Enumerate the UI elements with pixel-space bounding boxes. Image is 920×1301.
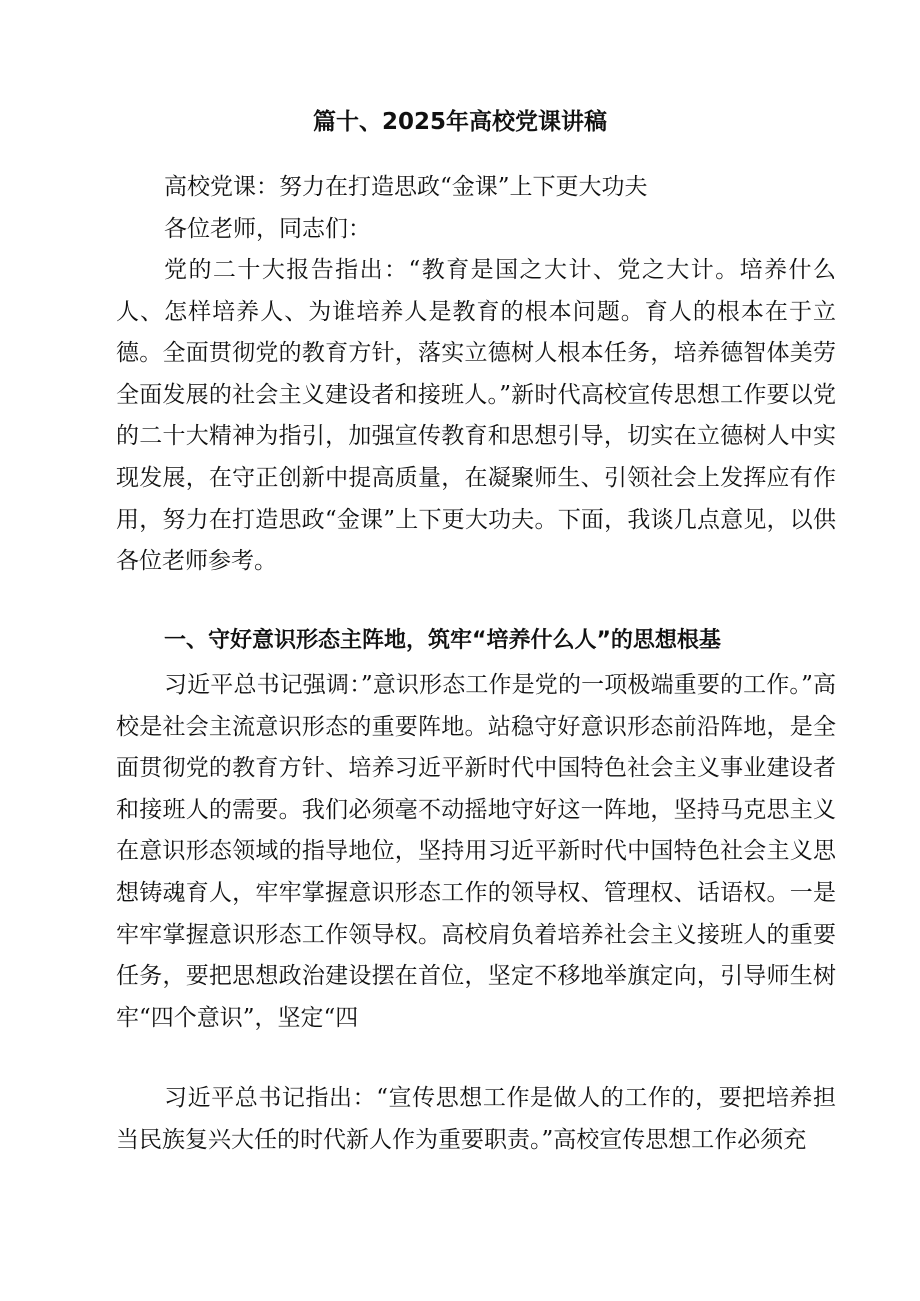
section-heading-1: 一、守好意识形态主阵地，筑牢“培养什么人”的思想根基 [164, 628, 721, 653]
salutation: 各位老师，同志们： [164, 216, 371, 242]
document-title: 篇十、2025年高校党课讲稿 [312, 109, 607, 135]
paragraph-intro: 党的二十大报告指出：“教育是国之大计、党之大计。培养什么人、怎样培养人、为谁培养人是教育的根本问题。育人的根本在于立德。全面贯彻党的教育方针，落实立德树人根本任务，培养德智体美劳全面发展的社会主义建设者和接班人。”新时代高校宣传思想工作要以党的二十大精神为指引，加强宣传教育和思想引导，切实在立德树人中实现发展，在守正创新中提高质量，在凝聚师生、引领社会上发挥应有作用，努力在打造思政“金课”上下更大功夫。下面，我谈几点意见，以供各位老师参考。 [116, 257, 836, 575]
paragraph-continued: 习近平总书记指出：“宣传思想工作是做人的工作的，要把培养担当民族复兴大任的时代新人作为重要职责。”高校宣传思想工作必须充 [116, 1085, 836, 1153]
subtitle: 高校党课：努力在打造思政“金课”上下更大功夫 [164, 174, 648, 200]
paragraph-ideology: 习近平总书记强调：”意识形态工作是党的一项极端重要的工作。”高校是社会主流意识形态的重要阵地。站稳守好意识形态前沿阵地，是全面贯彻党的教育方针、培养习近平新时代中国特色社会主义事业建设者和接班人的需要。我们必须毫不动摇地守好这一阵地，坚持马克思主义在意识形态领域的指导地位，坚持用习近平新时代中国特色社会主义思想铸魂育人，牢牢掌握意识形态工作的领导权、管理权、话语权。一是牢牢掌握意识形态工作领导权。高校肩负着培养社会主义接班人的重要任务，要把思想政治建设摆在首位，坚定不移地举旗定向，引导师生树牢“四个意识”，坚定“四 [116, 672, 836, 1031]
